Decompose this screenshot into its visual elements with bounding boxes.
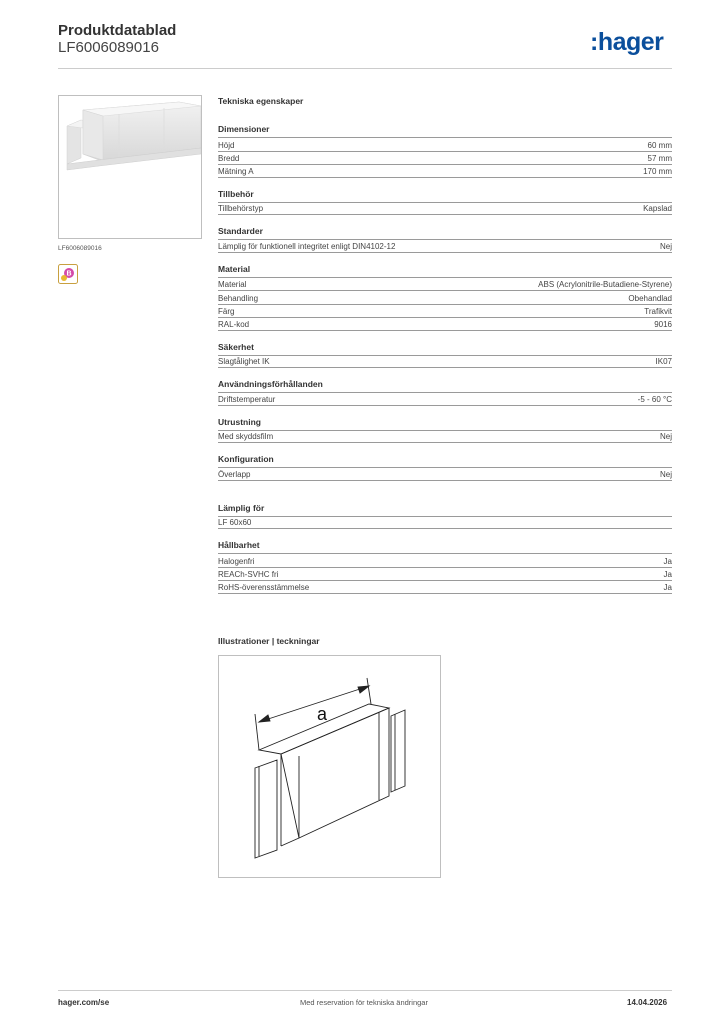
spec-value: 9016 — [654, 319, 672, 329]
section-sustainability — [218, 540, 672, 594]
spec-value: 170 mm — [643, 166, 672, 176]
spec-row — [218, 430, 672, 444]
product-image — [58, 95, 202, 239]
spec-value: Nej — [659, 432, 672, 441]
section-title: Utrustning — [218, 416, 261, 427]
product-image-caption: LF6006089016 — [58, 245, 102, 252]
section-title: Användningsförhållanden — [218, 379, 323, 389]
section-accessories — [218, 189, 672, 216]
hager-logo — [590, 28, 663, 57]
technical-specs — [218, 96, 672, 605]
extension-line-left — [255, 714, 259, 750]
spec-row — [218, 151, 672, 165]
section-title: Säkerhet — [218, 341, 254, 352]
spec-value: 60 mm — [647, 140, 672, 150]
spec-label: Överlapp — [218, 469, 251, 479]
spec-value: Nej — [659, 241, 672, 251]
spec-row — [218, 137, 672, 151]
footer-date: 14.04.2026 — [627, 998, 668, 1007]
cover-edge — [281, 838, 299, 846]
dimension-label: a — [317, 704, 328, 724]
section-title: Standarder — [218, 226, 263, 236]
spec-label: Höjd — [218, 140, 235, 150]
spec-label: Lämplig för funktionell integritet enligt DIN4102-12 — [218, 241, 396, 251]
spec-value: Ja — [663, 556, 672, 566]
spec-value: -5 - 60 °C — [637, 394, 672, 404]
spec-value: Ja — [663, 582, 672, 592]
spec-value: Obehandlad — [628, 293, 672, 303]
spec-value: Trafikvit — [644, 307, 672, 316]
dimension-line — [259, 686, 369, 722]
section-equipment — [218, 417, 672, 444]
section-title: Material — [218, 263, 251, 274]
spec-row — [218, 317, 672, 331]
spec-value: Nej — [659, 469, 672, 479]
section-title: Konfiguration — [218, 454, 274, 464]
recycle-info-badge-icon[interactable] — [58, 264, 78, 284]
technical-drawing — [218, 655, 441, 878]
spec-label: Behandling — [218, 293, 259, 303]
footer-website-link[interactable]: hager.com/se — [58, 998, 110, 1007]
section-title: Hållbarhet — [218, 540, 260, 550]
spec-row — [218, 164, 672, 178]
footer-divider — [58, 990, 672, 991]
spec-row — [218, 239, 672, 253]
page-title: Produktdatablad — [58, 22, 177, 39]
section-suitable-for — [218, 503, 672, 530]
section-safety — [218, 342, 672, 369]
cover-front-face — [281, 708, 389, 838]
spec-row — [218, 580, 672, 594]
badge-graphic — [58, 264, 78, 284]
spec-label: REACh-SVHC fri — [218, 570, 279, 579]
spec-label: Färg — [218, 307, 235, 316]
spec-label: RoHS-överensstämmelse — [218, 582, 310, 592]
spec-label: LF 60x60 — [218, 518, 252, 527]
spec-value: Kapslad — [643, 204, 672, 213]
spec-row — [218, 202, 672, 216]
spec-row — [218, 304, 672, 318]
section-dimensions — [218, 124, 672, 178]
spec-label: Driftstemperatur — [218, 394, 276, 404]
footer-disclaimer: Med reservation för tekniska ändringar — [300, 998, 428, 1007]
svg-text:B: B — [66, 270, 72, 278]
specs-title: Tekniska egenskaper — [218, 96, 304, 106]
spec-row — [218, 567, 672, 581]
spec-value: ABS (Acrylonitrile-Butadiene-Styrene) — [538, 280, 672, 289]
section-configuration — [218, 454, 672, 481]
spec-label: Halogenfri — [218, 556, 255, 566]
header-divider — [58, 68, 672, 69]
cable-duct-cover-image — [59, 96, 201, 238]
illustrations-title: Illustrationer | teckningar — [218, 636, 320, 646]
spec-label: Med skyddsfilm — [218, 432, 274, 441]
spec-value: Ja — [663, 570, 672, 579]
spec-row — [218, 355, 672, 369]
logo-text: hager — [597, 28, 664, 56]
logo-colon-icon: : — [590, 28, 598, 56]
spec-label: RAL-kod — [218, 319, 250, 329]
spec-label: Slagtålighet IK — [218, 357, 270, 366]
section-title: Dimensioner — [218, 124, 270, 134]
spec-label: Material — [218, 280, 247, 289]
spec-row — [218, 516, 672, 530]
section-standards — [218, 226, 672, 253]
section-title: Tillbehör — [218, 188, 254, 199]
line-drawing — [219, 656, 440, 877]
product-code: LF6006089016 — [58, 39, 159, 56]
left-duct — [255, 760, 277, 858]
extension-line-right — [367, 678, 371, 704]
spec-row — [218, 392, 672, 406]
spec-value: IK07 — [655, 357, 672, 366]
arrow-head-right-icon — [358, 686, 369, 693]
spec-row — [218, 290, 672, 304]
section-title: Lämplig för — [218, 502, 265, 513]
spec-label: Tillbehörstyp — [218, 204, 264, 213]
arrow-head-left-icon — [259, 715, 270, 722]
right-duct — [391, 710, 405, 792]
spec-row — [218, 277, 672, 291]
spec-row — [218, 467, 672, 481]
spec-label: Mätning A — [218, 166, 254, 176]
section-operating-conditions — [218, 379, 672, 406]
spec-value: 57 mm — [647, 154, 672, 163]
spec-row — [218, 553, 672, 567]
section-material — [218, 264, 672, 331]
spec-label: Bredd — [218, 154, 240, 163]
